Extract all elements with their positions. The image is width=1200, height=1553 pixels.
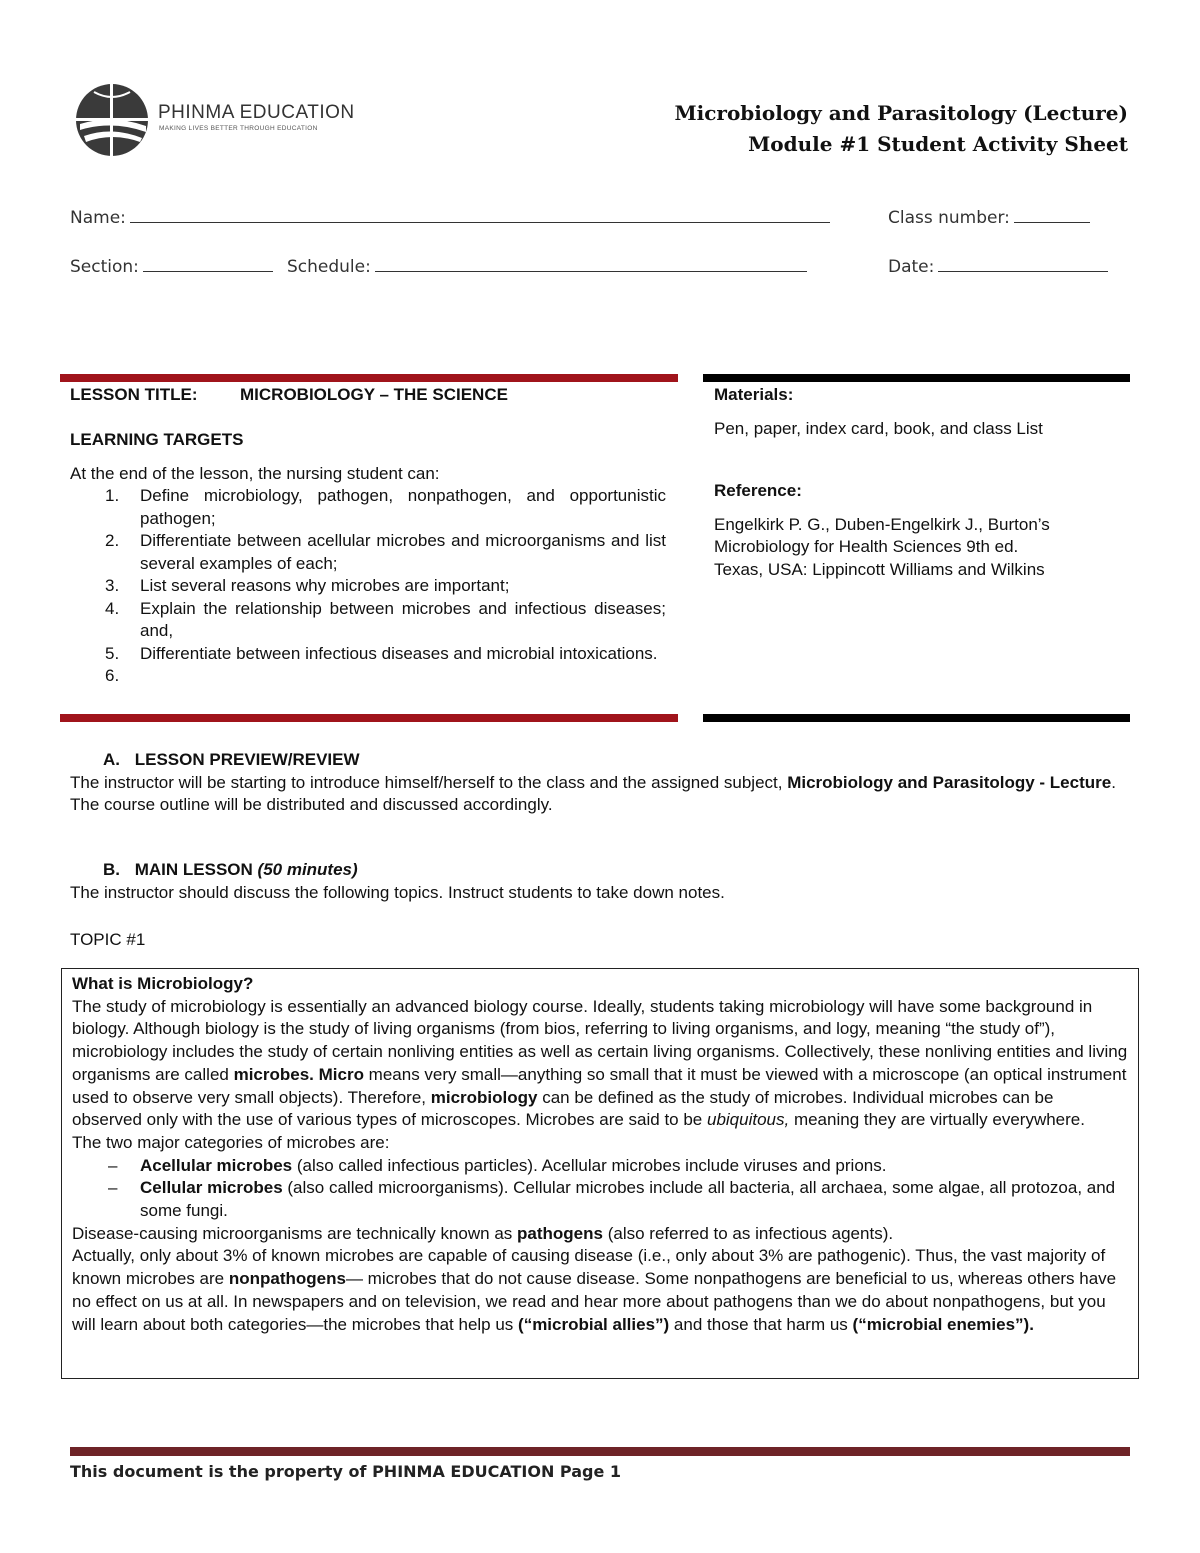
section-field[interactable] [70, 253, 273, 277]
topic-label: TOPIC #1 [70, 930, 146, 949]
learning-targets-list [70, 485, 666, 688]
logo-text: PHINMA EDUCATION [158, 102, 355, 123]
categories-intro: The two major categories of microbes are: [72, 1132, 390, 1152]
reference-heading: Reference: [714, 481, 802, 500]
class-number-field[interactable] [888, 204, 1090, 228]
topic-heading: What is Microbiology? [72, 974, 254, 993]
target-item: 5. Differentiate between infectious diseases and microbial intoxications. [105, 643, 658, 663]
materials-top-bar [703, 374, 1130, 382]
module-title: Module #1 Student Activity Sheet [748, 132, 1128, 156]
schedule-blank[interactable] [375, 253, 807, 272]
reference-text: Engelkirk P. G., Duben-Engelkirk J., Burton’s Microbiology for Health Sciences 9th ed. Texas, USA: Lippincott Williams and Wilkins [714, 514, 1050, 579]
section-label: Section: [70, 257, 139, 277]
lesson-title-value: MICROBIOLOGY – THE SCIENCE [240, 385, 508, 404]
class-number-label: Class number: [888, 208, 1010, 228]
section-b [70, 859, 1130, 904]
categories-list [72, 1155, 1128, 1223]
learning-targets-intro: At the end of the lesson, the nursing student can: [70, 463, 440, 483]
section-a-heading: A. LESSON PREVIEW/REVIEW [103, 750, 360, 769]
name-field[interactable] [70, 204, 830, 228]
footer-bar [70, 1447, 1130, 1456]
materials-column [714, 384, 1124, 581]
footer-text: This document is the property of PHINMA EDUCATION Page 1 [70, 1462, 622, 1481]
target-item: 1. Define microbiology, pathogen, nonpathogen, and opportunistic pathogen; [105, 486, 666, 528]
section-blank[interactable] [143, 253, 273, 272]
target-item: 4. Explain the relationship between microbes and infectious diseases; and, [105, 598, 666, 640]
class-number-blank[interactable] [1014, 204, 1090, 223]
topic-box [61, 968, 1139, 1379]
lesson-top-bar [60, 374, 678, 382]
materials-bottom-bar [703, 714, 1130, 722]
topic-paragraph: The study of microbiology is essentially an advanced biology course. Ideally, students taking microbiology will have some background in biology. Although biology is the study of living organisms (from bios, referring to living organisms, and logy, meaning “the study of”), microbiology includes the study of certain nonliving entities as well as certain living organisms. Collectively, these nonliving entities and living organisms are called microbes. Micro means very small—anything so small that it must be viewed with a microscope (an optical instrument used to observe very small objects). Therefore, microbiology can be defined as the study of microbes. Individual microbes can be observed only with the use of various types of microscopes. Microbes are said to be ubiquitous, meaning they are virtually everywhere. [72, 996, 1128, 1130]
name-blank[interactable] [130, 204, 830, 223]
target-item: 6. [105, 666, 120, 685]
lesson-column [70, 384, 666, 688]
schedule-label: Schedule: [287, 257, 371, 277]
section-a-text: The instructor will be starting to introduce himself/herself to the class and the assigned subject, Microbiology and Parasitology - Lecture. The course outline will be distributed and discussed accordingly. [70, 772, 1116, 814]
target-item: 3. List several reasons why microbes are important; [105, 576, 510, 595]
lesson-title-row [70, 384, 666, 406]
target-item: 2. Differentiate between acellular microbes and microorganisms and list several examples of each; [105, 531, 666, 573]
lesson-title-label: LESSON TITLE: [70, 385, 198, 404]
date-label: Date: [888, 257, 935, 277]
section-a [70, 749, 1130, 817]
section-b-text: The instructor should discuss the following topics. Instruct students to take down notes. [70, 882, 725, 902]
nonpathogens-paragraph: Actually, only about 3% of known microbes are capable of causing disease (i.e., only about 3% are pathogenic). Thus, the vast majority of known microbes are nonpathogens— microbes that do not cause disease. Some nonpathogens are beneficial to us, whereas others have no effect on us at all. In newspapers and on television, we read and hear more about pathogens than we do about nonpathogens, but you will learn about both categories—the microbes that help us (“microbial allies”) and those that harm us (“microbial enemies”). [72, 1246, 1117, 1334]
materials-heading: Materials: [714, 385, 794, 404]
document-title [675, 98, 1129, 160]
course-title: Microbiology and Parasitology (Lecture) [674, 101, 1128, 125]
lesson-bottom-bar [60, 714, 678, 722]
date-field[interactable] [888, 253, 1108, 277]
learning-targets-heading: LEARNING TARGETS [70, 430, 244, 449]
category-item: – Cellular microbes (also called microorganisms). Cellular microbes include all bacteria, all archaea, some algae, all protozoa, and some fungi. [108, 1178, 1116, 1221]
materials-text: Pen, paper, index card, book, and class List [714, 418, 1043, 438]
phinma-logo [74, 80, 355, 162]
date-blank[interactable] [938, 253, 1108, 272]
schedule-field[interactable] [287, 253, 807, 277]
pathogens-paragraph: Disease-causing microorganisms are technically known as pathogens (also referred to as infectious agents). [72, 1223, 894, 1243]
section-b-heading: B. MAIN LESSON (50 minutes) [103, 860, 358, 879]
category-item: – Acellular microbes (also called infectious particles). Acellular microbes include viruses and prions. [108, 1155, 887, 1175]
name-label: Name: [70, 208, 126, 228]
logo-tagline: MAKING LIVES BETTER THROUGH EDUCATION [159, 125, 318, 132]
